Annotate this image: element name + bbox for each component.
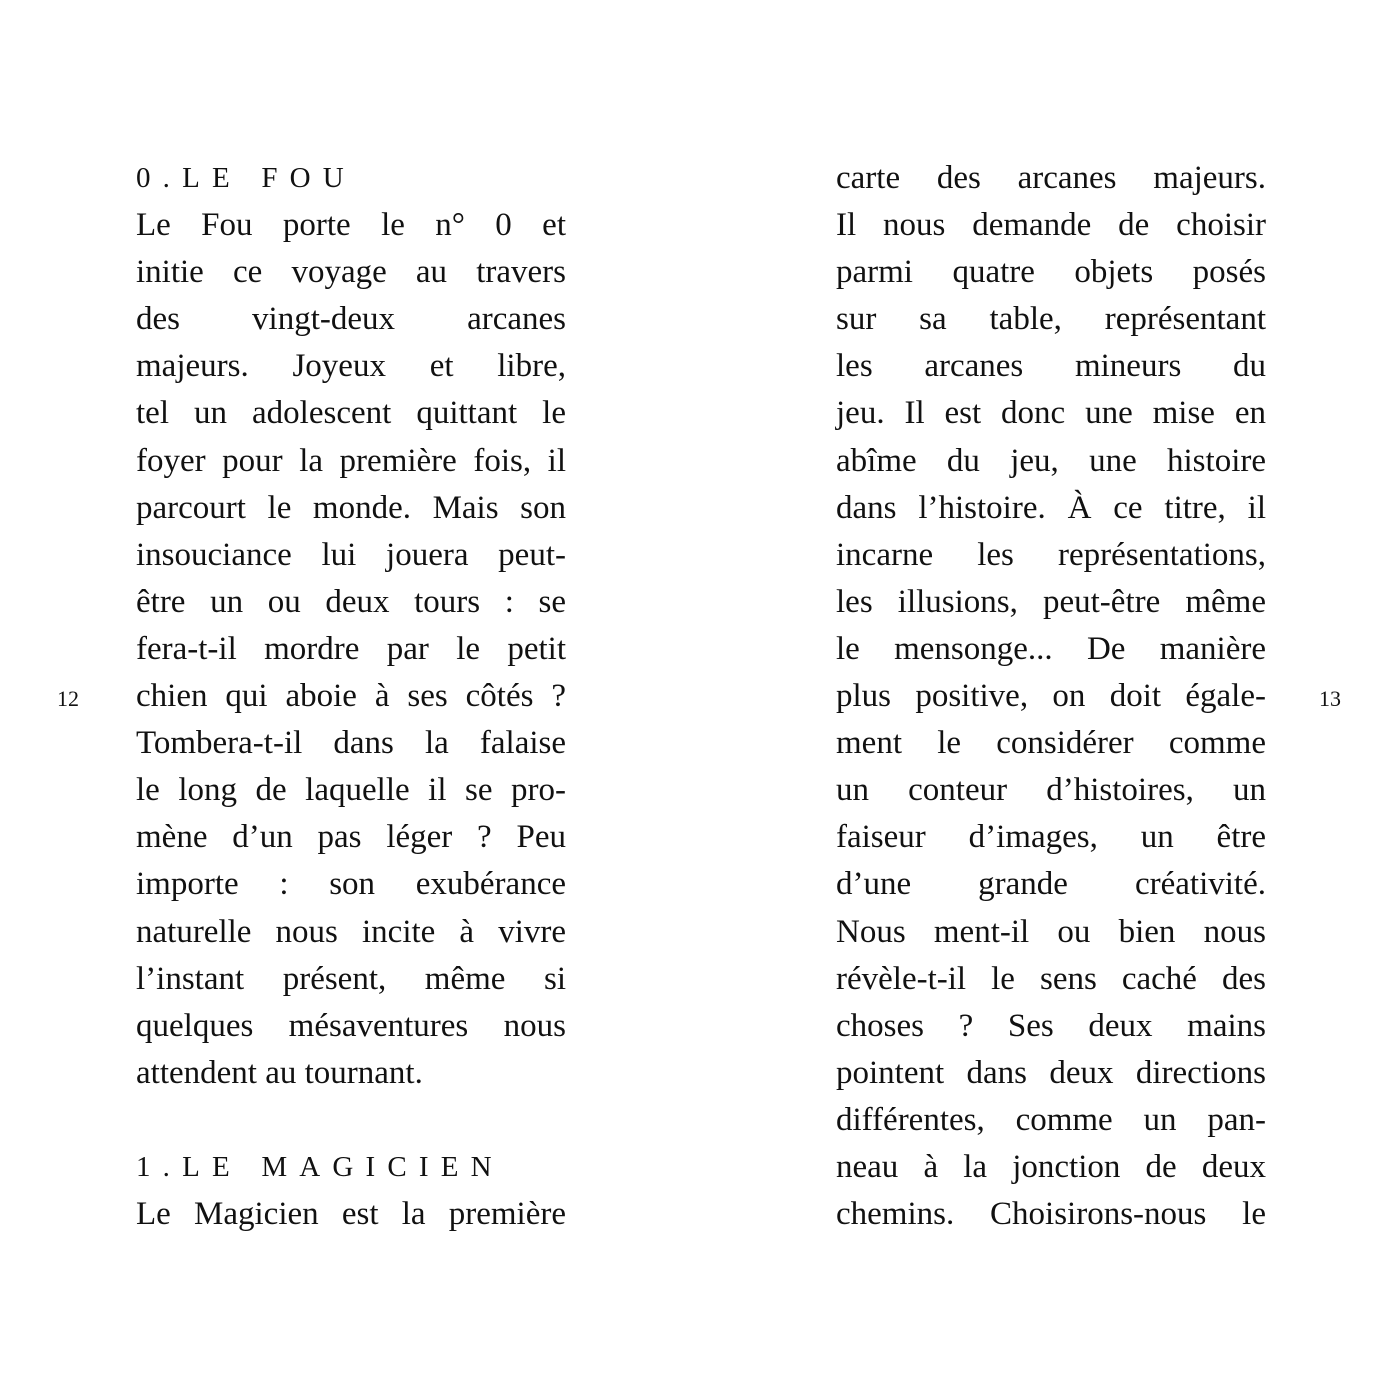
text-line: pointent dans deux directions — [836, 1054, 1266, 1091]
text-line: insouciance lui jouera peut- — [136, 536, 566, 573]
text-line: être un ou deux tours : se — [136, 583, 566, 620]
page-number-right: 13 — [1319, 686, 1341, 711]
text-line: le mensonge... De manière — [836, 630, 1266, 667]
text-line: un conteur d’histoires, un — [836, 772, 1266, 809]
text-line: Le Fou porte le n° 0 et — [136, 207, 566, 244]
text-line: d’une grande créativité. — [836, 866, 1266, 903]
text-line: Tombera-t-il dans la falaise — [136, 725, 566, 762]
text-line: ment le considérer comme — [836, 725, 1266, 762]
text-line: tel un adolescent quittant le — [136, 395, 566, 432]
text-line: l’instant présent, même si — [136, 960, 566, 997]
text-line: les arcanes mineurs du — [836, 348, 1266, 385]
text-line: jeu. Il est donc une mise en — [836, 395, 1266, 432]
text-line: foyer pour la première fois, il — [136, 442, 566, 479]
text-line: parmi quatre objets posés — [836, 254, 1266, 291]
text-line: le long de laquelle il se pro- — [136, 772, 566, 809]
text-line: faiseur d’images, un être — [836, 819, 1266, 856]
section-heading-le-magicien: 1.LE MAGICIEN — [136, 1150, 504, 1183]
text-line: chemins. Choisirons-nous le — [836, 1196, 1266, 1233]
text-line: différentes, comme un pan- — [836, 1101, 1266, 1138]
text-line: fera-t-il mordre par le petit — [136, 630, 566, 667]
text-line: Nous ment-il ou bien nous — [836, 913, 1266, 950]
text-line: majeurs. Joyeux et libre, — [136, 348, 566, 385]
text-line: abîme du jeu, une histoire — [836, 442, 1266, 479]
right-page-text-column — [836, 155, 1266, 1238]
text-line: des vingt-deux arcanes — [136, 301, 566, 338]
text-line: naturelle nous incite à vivre — [136, 913, 566, 950]
text-line: mène d’un pas léger ? Peu — [136, 819, 566, 856]
text-line: sur sa table, représentant — [836, 301, 1266, 338]
text-line: attendent au tournant. — [136, 1054, 423, 1091]
text-line: neau à la jonction de deux — [836, 1148, 1266, 1185]
paragraph-gap — [136, 1097, 566, 1144]
text-line: choses ? Ses deux mains — [836, 1007, 1266, 1044]
text-line: parcourt le monde. Mais son — [136, 489, 566, 526]
text-line: carte des arcanes majeurs. — [836, 160, 1266, 196]
text-line: dans l’histoire. À ce titre, il — [836, 489, 1266, 526]
text-line: Le Magicien est la première — [136, 1196, 566, 1233]
section-heading-le-fou: 0.LE FOU — [136, 162, 356, 194]
text-line: les illusions, peut-être même — [836, 583, 1266, 620]
text-line: initie ce voyage au travers — [136, 254, 566, 291]
page-number-left: 12 — [57, 686, 79, 711]
text-line: plus positive, on doit égale- — [836, 678, 1266, 715]
text-line: incarne les représentations, — [836, 536, 1266, 573]
text-line: Il nous demande de choisir — [836, 207, 1266, 244]
text-line: révèle-t-il le sens caché des — [836, 960, 1266, 997]
text-line: importe : son exubérance — [136, 866, 566, 903]
text-line: chien qui aboie à ses côtés ? — [136, 678, 566, 715]
left-page-text-column — [136, 155, 566, 1238]
text-line: quelques mésaventures nous — [136, 1007, 566, 1044]
